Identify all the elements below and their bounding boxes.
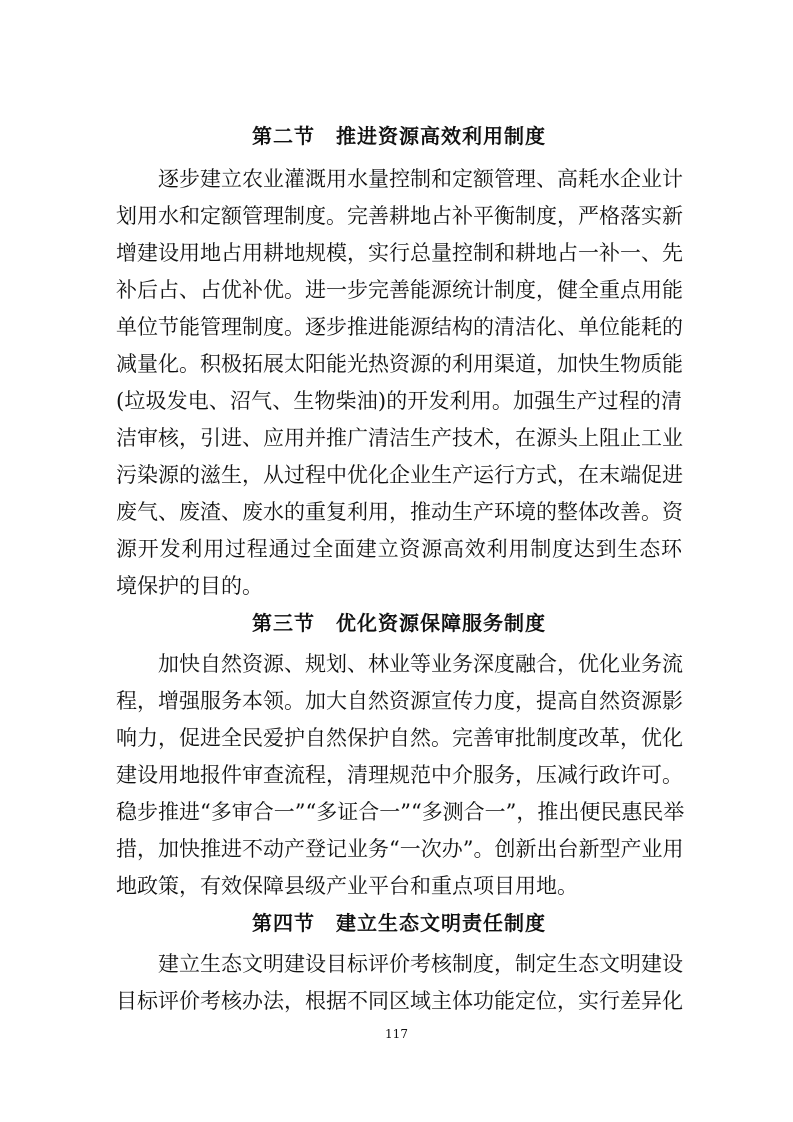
paragraph-line: 补后占、占优补优。进一步完善能源统计制度，健全重点用能 [116,278,683,302]
paragraph-line: 响力，促进全民爱护自然保护自然。完善审批制度改革，优化 [116,726,683,750]
paragraph-line: 措，加快推进不动产登记业务“一次办”。创新出台新型产业用 [116,837,684,861]
paragraph-line: 废气、废渣、废水的重复利用，推动生产环境的整体改善。资 [116,500,683,524]
paragraph-line: 划用水和定额管理制度。完善耕地占补平衡制度，严格落实新 [116,204,683,228]
paragraph-line: 洁审核，引进、应用并推广清洁生产技术，在源头上阻止工业 [116,426,683,450]
paragraph-line: 减量化。积极拓展太阳能光热资源的利用渠道，加快生物质能 [116,352,683,376]
paragraph-line: 境保护的目的。 [116,574,263,598]
paragraph-line: 建立生态文明建设目标评价考核制度，制定生态文明建设 [158,952,683,976]
paragraph-line: 源开发利用过程通过全面建立资源高效利用制度达到生态环 [116,537,682,561]
paragraph-line: 地政策，有效保障县级产业平台和重点项目用地。 [116,874,578,898]
paragraph-line: 稳步推进“多审合一”“多证合一”“多测合一”，推出便民惠民举 [116,800,685,824]
paragraph-line: 污染源的滋生，从过程中优化企业生产运行方式，在末端促进 [116,463,683,487]
page-number: 117 [385,1027,408,1041]
paragraph-line: 增建设用地占用耕地规模，实行总量控制和耕地占一补一、先 [116,241,683,265]
section-heading-1: 第二节 推进资源高效利用制度 [252,124,546,148]
paragraph-line: 加快自然资源、规划、林业等业务深度融合，优化业务流 [158,652,683,676]
paragraph-line: 单位节能管理制度。逐步推进能源结构的清洁化、单位能耗的 [116,315,683,339]
paragraph-line: 程，增强服务本领。加大自然资源宣传力度，提高自然资源影 [116,689,683,713]
paragraph-line: (垃圾发电、沼气、生物柴油)的开发利用。加强生产过程的清 [116,389,682,413]
section-heading-2: 第三节 优化资源保障服务制度 [252,611,546,635]
paragraph-line: 建设用地报件审查流程，清理规范中介服务，压减行政许可。 [116,763,683,787]
paragraph-line: 逐步建立农业灌溉用水量控制和定额管理、高耗水企业计 [158,167,683,191]
paragraph-line: 目标评价考核办法，根据不同区域主体功能定位，实行差异化 [116,989,683,1013]
section-heading-3: 第四节 建立生态文明责任制度 [252,911,546,935]
